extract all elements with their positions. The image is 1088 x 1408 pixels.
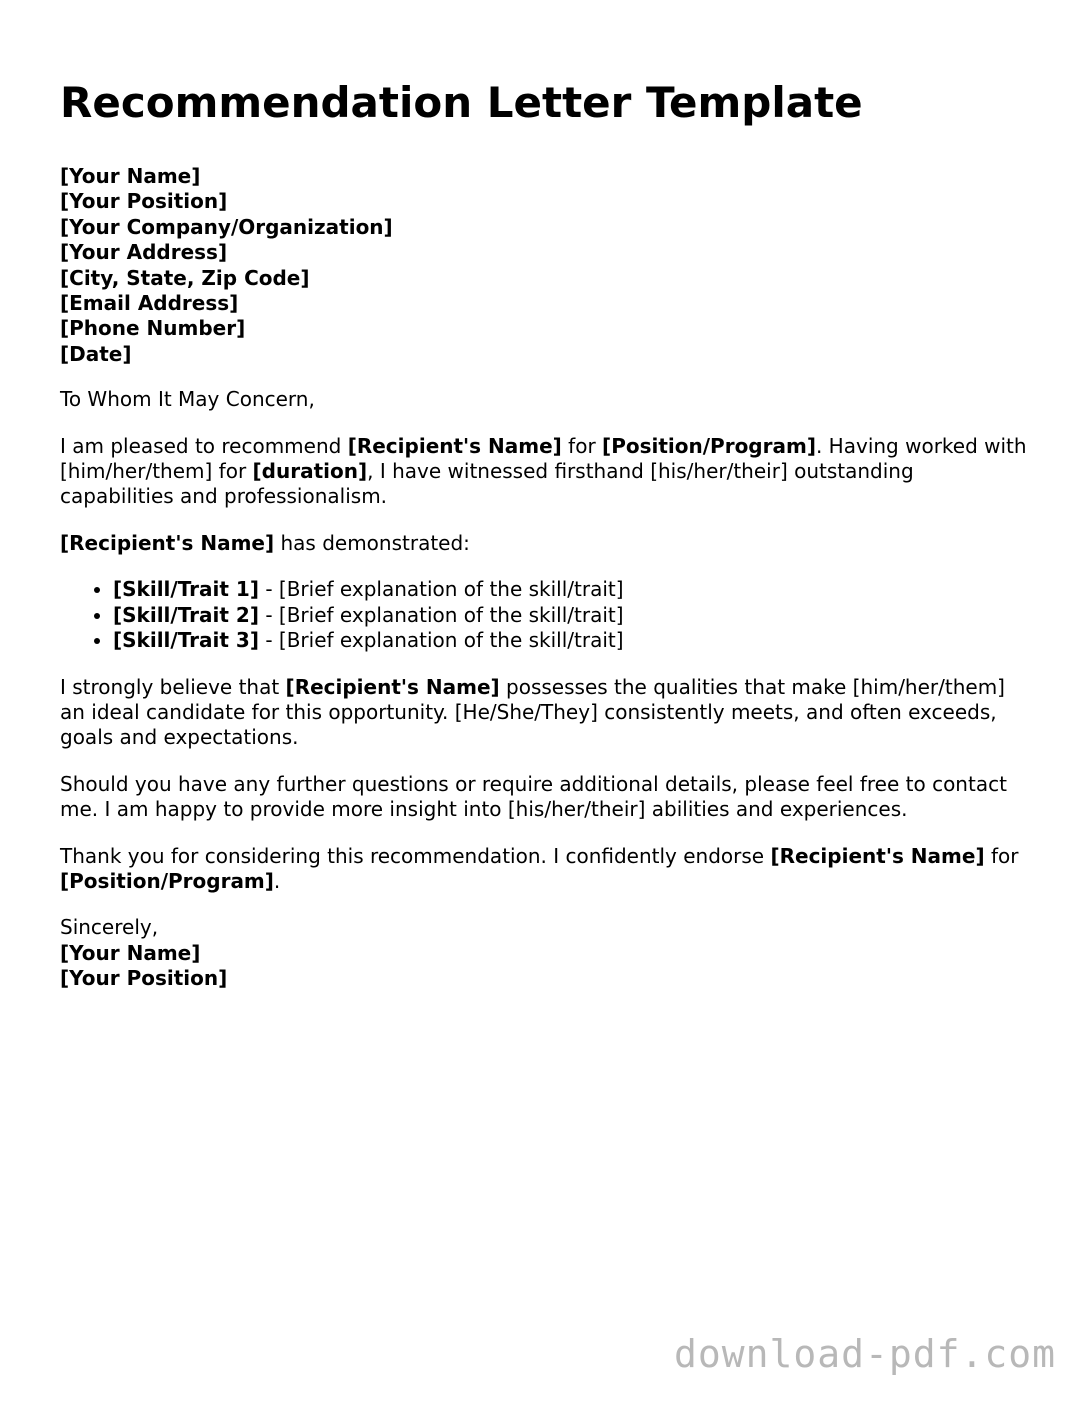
thanks-text-3: . [273,868,281,893]
salutation: To Whom It May Concern, [60,387,315,412]
thanks-text-2: for [984,843,1019,868]
demonstrated-paragraph [60,531,1028,556]
sender-position: [Your Position] [60,189,228,214]
thanks-paragraph [60,844,1028,895]
sender-block [60,164,1028,367]
signature-block [60,915,1028,991]
thanks-text-1: Thank you for considering this recommendation. I confidently endorse [60,843,771,868]
letter-date: [Date] [60,341,132,366]
skill-text: - [Brief explanation of the skill/trait] [258,602,624,627]
intro-text-3: . Having worked with [him/her/them] for [60,433,1027,484]
belief-text-2: possesses the qualities that make [him/her/them] an ideal candidate for this opportunity. [He/She/They] consistently meets, and often exceeds, goals and expectations. [60,674,1005,750]
list-item [113,577,1028,602]
skill-text: - [Brief explanation of the skill/trait] [258,628,624,653]
watermark: download-pdf.com [673,1332,1056,1376]
sender-company: [Your Company/Organization] [60,214,393,239]
skill-name: [Skill/Trait 2] [113,602,259,627]
sender-name: [Your Name] [60,164,201,188]
skill-name: [Skill/Trait 1] [113,577,259,602]
page-title: Recommendation Letter Template [60,78,863,127]
belief-recipient: [Recipient's Name] [285,674,500,699]
sender-address: [Your Address] [60,240,228,265]
belief-text-1: I strongly believe that [60,674,286,699]
letter-page [60,78,1028,992]
closing-phrase: Sincerely, [60,915,159,940]
demonstrated-text: has demonstrated: [274,530,470,555]
list-item [113,628,1028,653]
demonstrated-recipient: [Recipient's Name] [60,530,275,555]
intro-duration: [duration] [252,459,368,484]
intro-program: [Position/Program] [602,433,816,458]
intro-text-4: , I have witnessed firsthand [his/her/their] outstanding capabilities and professionalism. [60,459,914,509]
skill-name: [Skill/Trait 3] [113,628,259,653]
skills-list [60,577,1028,653]
list-item [113,603,1028,628]
intro-paragraph [60,434,1028,510]
belief-paragraph [60,675,1028,751]
intro-recipient: [Recipient's Name] [347,433,562,458]
sender-city: [City, State, Zip Code] [60,265,310,290]
intro-text-1: I am pleased to recommend [60,433,348,458]
skill-text: - [Brief explanation of the skill/trait] [258,577,624,602]
intro-text-2: for [561,433,603,458]
signer-name: [Your Name] [60,940,201,965]
sender-email: [Email Address] [60,291,239,316]
thanks-program: [Position/Program] [60,868,274,893]
contact-paragraph: Should you have any further questions or require additional details, please feel free to contact me. I am happy to provide more insight into [his/her/their] abilities and experiences. [60,771,1007,822]
sender-phone: [Phone Number] [60,316,246,341]
thanks-recipient: [Recipient's Name] [770,843,985,868]
signer-position: [Your Position] [60,966,228,991]
